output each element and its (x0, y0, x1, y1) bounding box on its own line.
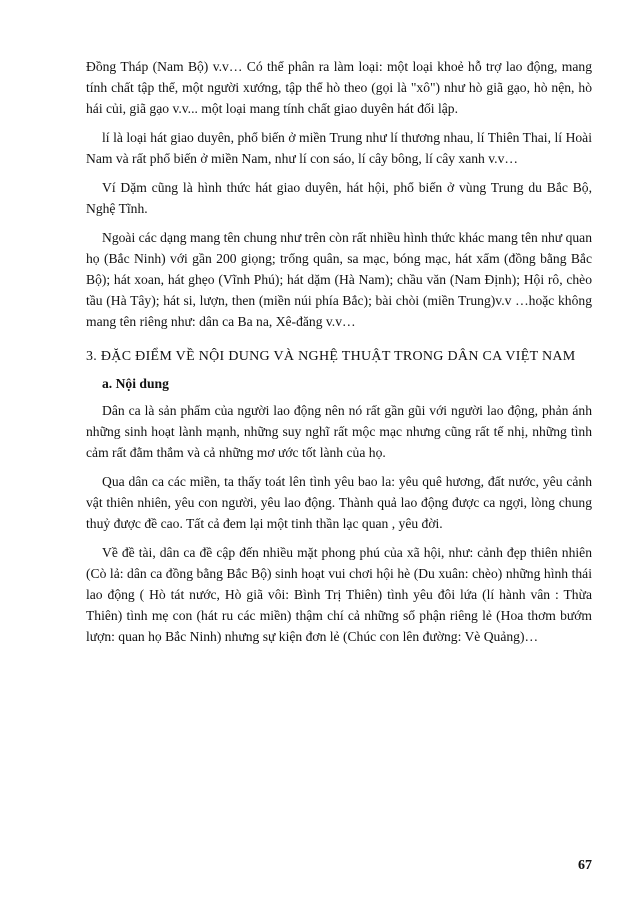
subsection-heading: a. Nội dung (102, 376, 169, 391)
page-number: 67 (578, 858, 592, 873)
paragraph-content-3: Về đề tài, dân ca đề cập đến nhiều mặt phong phú của xã hội, như: cảnh đẹp thiên nhiên (Cò lả: dân ca đồng bằng Bắc Bộ) sinh hoạt vui chơi hội hè (Du xuân: chèo) những hình thái lao động ( Hò tát nước, Hò giã vôi: Bình Trị Thiên) tình yêu đôi lứa (lí hành vân : Thừa Thiên) tình mẹ con (hát ru các miền) thậm chí cả những số phận riêng lẻ (Hoa thơm bướm lượn: quan họ Bắc Ninh) nhưng sự kiện đơn lẻ (Chúc con lên đường: Vè Quảng)… (86, 545, 592, 644)
paragraph-dong-thap: Đồng Tháp (Nam Bộ) v.v… Có thể phân ra làm loại: một loại khoẻ hỗ trợ lao động, mang tính chất tập thể, một người xướng, tập thể hò theo (gọi là "xô") như hò giã gạo, hò nện, hò hái củi, giã gạo v.v... một loại mang tính chất giao duyên hát đối lập. (86, 59, 592, 116)
paragraph-content-2: Qua dân ca các miền, ta thấy toát lên tình yêu bao la: yêu quê hương, đất nước, yêu cảnh vật thiên nhiên, yêu con người, yêu lao động. Thành quả lao động được ca ngợi, lòng chung thuỷ được đề cao. Tất cả đem lại một tinh thần lạc quan , yêu đời. (86, 474, 592, 531)
page-body (86, 56, 592, 655)
section-heading: 3. ĐẶC ĐIỂM VỀ NỘI DUNG VÀ NGHỆ THUẬT TRONG DÂN CA VIỆT NAM (86, 349, 576, 364)
paragraph-li: lí là loại hát giao duyên, phổ biến ở miền Trung như lí thương nhau, lí Thiên Thai, lí Hoài Nam và rất phổ biến ở miền Nam, như lí con sáo, lí cây bông, lí cây xanh v.v… (86, 130, 592, 166)
paragraph-vi-dam: Ví Dặm cũng là hình thức hát giao duyên, hát hội, phổ biến ở vùng Trung du Bắc Bộ, Nghệ Tĩnh. (86, 180, 592, 216)
paragraph-content-1: Dân ca là sản phẩm của người lao động nên nó rất gần gũi với người lao động, phản ánh những sinh hoạt lành mạnh, những suy nghĩ rất mộc mạc nhưng cũng rất tế nhị, những tình cảm rất đằm thắm và cả những mơ ước tốt lành của họ. (86, 403, 592, 460)
paragraph-other-forms: Ngoài các dạng mang tên chung như trên còn rất nhiều hình thức khác mang tên như quan họ (Bắc Ninh) với gần 200 giọng; trống quân, sa mạc, bóng mạc, hát xẩm (đồng bằng Bắc Bộ); hát xoan, hát ghẹo (Vĩnh Phú); hát dặm (Hà Nam); chầu văn (Nam Định); Hội rô, chèo tầu (Hà Tây); hát si, lượn, then (miền núi phía Bắc); bài chòi (miền Trung)v.v …hoặc không mang tên riêng như: dân ca Ba na, Xê-đăng v.v… (86, 230, 592, 329)
